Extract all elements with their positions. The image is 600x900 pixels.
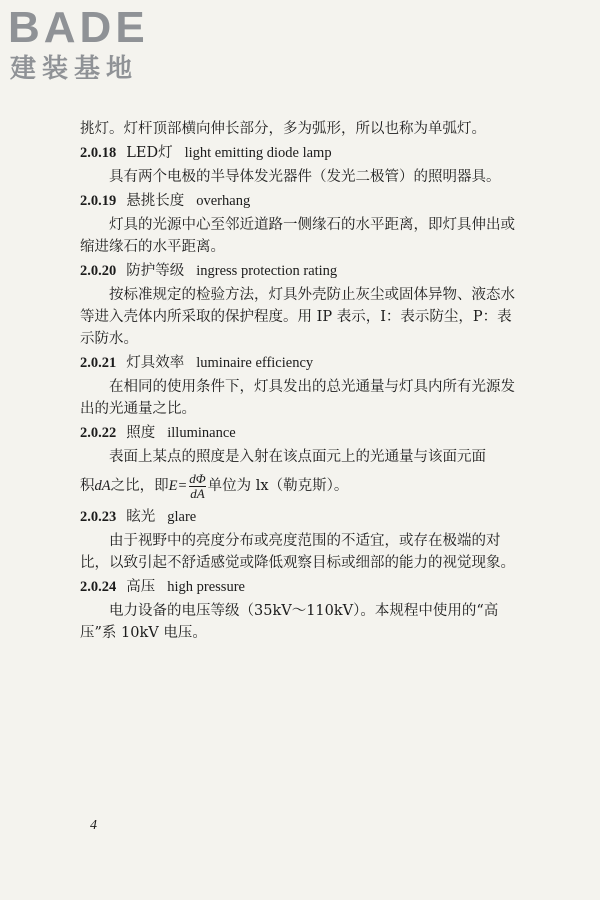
formula-prefix: 积 — [80, 478, 95, 494]
entry-body: 由于视野中的亮度分布或亮度范围的不适宜，或存在极端的对比，以致引起不舒适感觉或降低观察目标或细部的能力的视觉现象。 — [80, 533, 515, 571]
entry-number: 2.0.24 — [80, 579, 117, 595]
entry-body: 按标准规定的检验方法，灯具外壳防止灰尘或固体异物、液态水等进入壳体内所采取的保护程度。用 IP 表示，I：表示防尘，P：表示防水。 — [80, 287, 515, 347]
formula-line — [80, 468, 525, 504]
entry-heading — [80, 190, 525, 212]
entry-number: 2.0.23 — [80, 509, 117, 525]
entry-english: high pressure — [167, 579, 245, 595]
entry-term: 高压 — [126, 579, 156, 595]
formula-mid: 之比，即 — [110, 478, 169, 494]
logo-wordmark: BADE — [8, 3, 149, 52]
entry-term: 灯具效率 — [126, 355, 185, 371]
entry-number: 2.0.21 — [80, 355, 117, 371]
entry-heading — [80, 576, 525, 598]
entry-number: 2.0.20 — [80, 263, 117, 279]
formula-var: dA — [94, 478, 111, 494]
entry-body: 表面上某点的照度是入射在该点面元上的光通量与该面元面 — [109, 449, 486, 465]
bade-logo — [8, 3, 178, 86]
fraction-numerator: dΦ — [189, 470, 206, 486]
entry-term: 眩光 — [126, 509, 156, 525]
entry-term: 悬挑长度 — [126, 193, 185, 209]
entry-english: light emitting diode lamp — [184, 145, 332, 161]
logo-subtitle: 建装基地 — [10, 54, 139, 84]
entry-english: overhang — [196, 193, 251, 209]
formula-fraction — [189, 472, 205, 501]
entry-term: LED灯 — [126, 145, 173, 161]
entry-english: glare — [167, 509, 197, 525]
entry-heading — [80, 506, 525, 528]
entry-english: ingress protection rating — [196, 263, 338, 279]
entry-heading — [80, 352, 525, 374]
entry-body: 灯具的光源中心至邻近道路一侧缘石的水平距离，即灯具伸出或缩进缘石的水平距离。 — [80, 217, 515, 255]
entry-body: 在相同的使用条件下，灯具发出的总光通量与灯具内所有光源发出的光通量之比。 — [80, 379, 515, 417]
page-number: 4 — [90, 818, 97, 833]
formula-suffix: 单位为 lx（勒克斯）。 — [207, 478, 349, 494]
formula-lhs: E= — [168, 478, 188, 494]
entry-number: 2.0.18 — [80, 145, 117, 161]
intro-line: 挑灯。灯杆顶部横向伸长部分，多为弧形，所以也称为单弧灯。 — [80, 121, 486, 137]
entry-number: 2.0.19 — [80, 193, 117, 209]
entry-english: luminaire efficiency — [196, 355, 314, 371]
entry-body: 具有两个电极的半导体发光器件（发光二极管）的照明器具。 — [109, 169, 501, 185]
entry-heading — [80, 422, 525, 444]
entry-english: illuminance — [167, 425, 236, 441]
entry-body: 电力设备的电压等级（35kV～110kV）。本规程中使用的“高压”系 10kV 电压。 — [80, 603, 499, 641]
entry-term: 防护等级 — [126, 263, 185, 279]
entry-term: 照度 — [126, 425, 156, 441]
entry-number: 2.0.22 — [80, 425, 117, 441]
fraction-denominator: dA — [190, 485, 205, 501]
entry-heading — [80, 142, 525, 164]
document-body — [80, 118, 525, 644]
entry-heading — [80, 260, 525, 282]
